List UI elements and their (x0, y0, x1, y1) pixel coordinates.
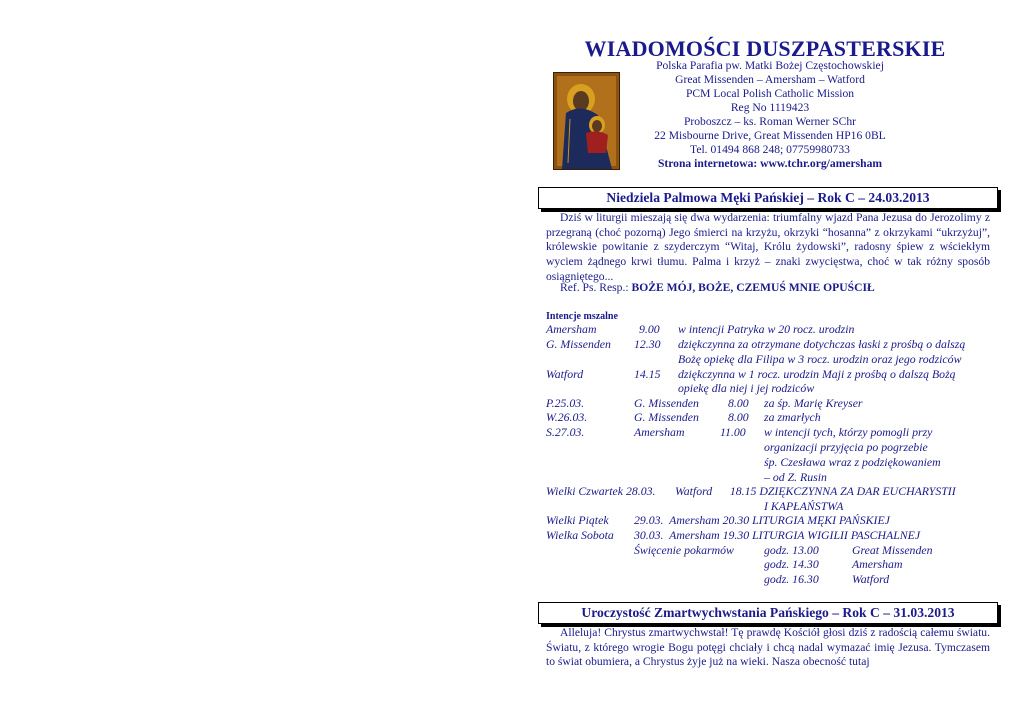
section2-banner: Uroczystość Zmartwychwstania Pańskiego – Rok C – 31.03.2013 (538, 602, 998, 624)
blessing-time: godz. 13.00 (764, 543, 819, 557)
madonna-icon (553, 72, 620, 170)
blessing-label: Święcenie pokarmów (634, 543, 734, 557)
intention-text: Bożę opiekę dla Filipa w 3 rocz. urodzin oraz jego rodziców (678, 352, 962, 366)
intention-place: Amersham (546, 322, 597, 336)
blessing-place: Great Missenden (852, 543, 933, 557)
weekday-intention: za śp. Marię Kreyser (764, 396, 863, 410)
blessing-place: Watford (852, 572, 890, 586)
weekday-intention-cont: śp. Czesława wraz z podziękowaniem (764, 455, 941, 469)
blessing-time: godz. 16.30 (764, 572, 819, 586)
holy-day: Wielki Piątek (546, 513, 609, 527)
weekday-intention: za zmarłych (764, 410, 821, 424)
weekday-date: S.27.03. (546, 425, 585, 439)
parish-name: Polska Parafia pw. Matki Bożej Częstochowskiej (656, 59, 884, 72)
parish-towns: Great Missenden – Amersham – Watford (675, 73, 865, 86)
address: 22 Misbourne Drive, Great Missenden HP16 0BL (654, 129, 886, 142)
weekday-place: G. Missenden (634, 396, 699, 410)
holy-day: Wielka Sobota (546, 528, 614, 542)
weekday-time: 8.00 (728, 410, 749, 424)
holy-service: 29.03. Amersham 20.30 LITURGIA MĘKI PAŃSKIEJ (634, 513, 890, 527)
blessing-place: Amersham (852, 557, 903, 571)
intention-time: 12.30 (634, 337, 661, 351)
psalm-response-text: BOŻE MÓJ, BOŻE, CZEMUŚ MNIE OPUŚCIŁ (631, 281, 875, 294)
parish-priest: Proboszcz – ks. Roman Werner SChr (683, 115, 857, 128)
weekday-date: W.26.03. (546, 410, 588, 424)
intention-text: opiekę dla niej i jej rodziców (678, 381, 815, 395)
reg-number: Reg No 1119423 (730, 101, 810, 114)
phone: Tel. 01494 868 248; 07759980733 (690, 143, 850, 156)
weekday-place: G. Missenden (634, 410, 699, 424)
section1-paragraph: Dziś w liturgii mieszają się dwa wydarzenia: triumfalny wjazd Pana Jezusa do Jerozolimy z przegraną (choć pozorną) Jego śmierci na krzyżu, okrzyki “hosanna” z okrzykami “ukrzyżuj”, królewskie powitanie z szyderczym “Witaj, Królu żydowski”, radosny śpiew z wściekłym wyciem żądnego krwi tłumu. Palma i krzyż – znaki zwycięstwa, choć w tak różny sposób osiągniętego... (546, 211, 990, 283)
holy-service-cont: I KAPŁAŃSTWA (764, 499, 844, 513)
intention-time: 9.00 (639, 322, 660, 336)
intention-time: 14.15 (634, 367, 661, 381)
holy-service: 30.03. Amersham 19.30 LITURGIA WIGILII PASCHALNEJ (634, 528, 921, 542)
intention-place: G. Missenden (546, 337, 611, 351)
holy-service: Watford 18.15 DZIĘKCZYNNA ZA DAR EUCHARYSTII (675, 484, 956, 498)
section2-paragraph: Alleluja! Chrystus zmartwychwstał! Tę prawdę Kościół głosi dziś z radością całemu światu. Światu, z którego wrogie Bogu potęgi chciały i chcą nadal wymazać imię Jezusa. Tymczasem to świat obumiera, a Chrystus żyje już na wieki. Nasza obecność tutaj (546, 626, 990, 669)
weekday-time: 11.00 (720, 425, 746, 439)
weekday-date: P.25.03. (546, 396, 585, 410)
mission-name: PCM Local Polish Catholic Mission (685, 87, 855, 100)
intention-text: dziękczynna w 1 rocz. urodzin Maji z prośbą o dalszą Bożą (678, 367, 956, 381)
intention-place: Watford (546, 367, 584, 381)
weekday-time: 8.00 (728, 396, 749, 410)
blessing-time: godz. 14.30 (764, 557, 819, 571)
weekday-place: Amersham (634, 425, 685, 439)
newsletter-title: WIADOMOŚCI DUSZPASTERSKIE (584, 36, 946, 61)
website[interactable]: Strona internetowa: www.tchr.org/amersham (657, 157, 883, 170)
intention-text: dziękczynna za otrzymane dotychczas łaski z prośbą o dalszą (678, 337, 966, 351)
weekday-intention: w intencji tych, którzy pomogli przy (764, 425, 933, 439)
psalm-response (560, 281, 875, 294)
weekday-intention-cont: – od Z. Rusin (764, 470, 827, 484)
section1-banner: Niedziela Palmowa Męki Pańskiej – Rok C – 24.03.2013 (538, 187, 998, 209)
weekday-intention-cont: organizacji przyjęcia po pogrzebie (764, 440, 928, 454)
intention-text: w intencji Patryka w 20 rocz. urodzin (678, 322, 855, 336)
psalm-response-label: Ref. Ps. Resp.: (560, 281, 629, 294)
holy-day: Wielki Czwartek 28.03. (546, 484, 656, 498)
intentions-label: Intencje mszalne (546, 311, 618, 322)
